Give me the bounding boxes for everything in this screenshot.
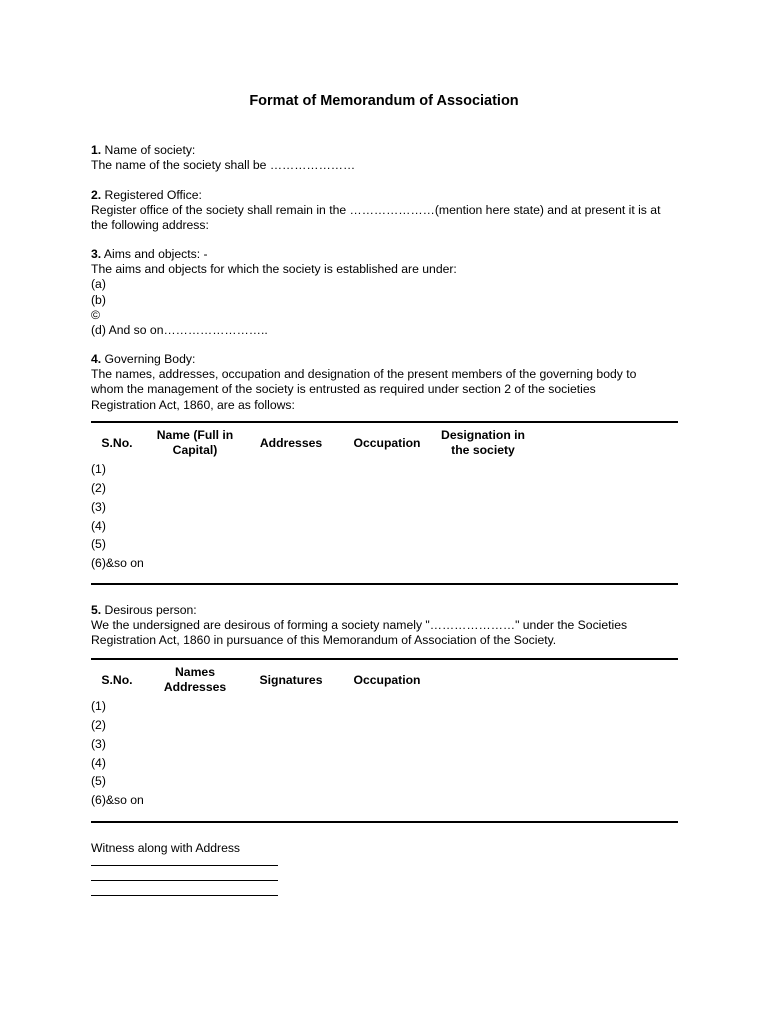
table-bottom-rule (91, 583, 678, 585)
table-row: (6)&so on (91, 556, 144, 570)
table-row: (1) (91, 699, 106, 713)
table-row: (3) (91, 737, 106, 751)
section-title: Registered Office: (101, 188, 202, 202)
section-number: 2. (91, 188, 102, 202)
section-text: the following address: (91, 218, 209, 233)
section-text: The names, addresses, occupation and designation of the present members of the governing body to (91, 367, 637, 382)
section-text: Registration Act, 1860 in pursuance of this Memorandum of Association of the Society. (91, 633, 557, 648)
section-text: The name of the society shall be ………………… (91, 158, 356, 173)
table-bottom-rule (91, 821, 678, 823)
section-heading (91, 143, 681, 158)
witness-signature-line (91, 880, 278, 881)
section-desirous-person (91, 603, 681, 649)
column-header-sno: S.No. (101, 436, 133, 450)
section-text: whom the management of the society is entrusted as required under section 2 of the societies (91, 382, 596, 397)
table-row: (2) (91, 718, 106, 732)
list-item: (a) (91, 277, 106, 292)
section-text: We the undersigned are desirous of forming a society namely "…………………" under the Societies (91, 618, 628, 633)
section-heading (91, 352, 681, 367)
section-text: The aims and objects for which the society is established are under: (91, 262, 457, 277)
witness-signature-line (91, 865, 278, 866)
table-top-rule (91, 658, 678, 660)
section-number: 3. (91, 247, 102, 261)
section-title: Aims and objects: - (101, 247, 208, 261)
section-number: 5. (91, 603, 102, 617)
column-header-designation (432, 428, 534, 458)
section-heading (91, 247, 681, 262)
section-number: 4. (91, 352, 102, 366)
column-header-occupation: Occupation (353, 436, 421, 450)
section-text: Registration Act, 1860, are as follows: (91, 397, 295, 412)
column-header-names-addresses (149, 665, 241, 695)
table-row: (5) (91, 774, 106, 788)
table-row: (4) (91, 519, 106, 533)
table-row: (5) (91, 537, 106, 551)
section-text: Register office of the society shall remain in the …………………(mention here state) and at present it is at (91, 203, 661, 218)
header-line: Name (Full in (156, 428, 234, 442)
section-title: Governing Body: (101, 352, 196, 366)
list-item: (d) And so on…………………….. (91, 323, 268, 338)
list-item: © (91, 307, 100, 322)
witness-signature-line (91, 895, 278, 896)
table-row: (3) (91, 500, 106, 514)
witness-label: Witness along with Address (91, 841, 241, 855)
table-row: (6)&so on (91, 793, 144, 807)
table-row: (1) (91, 462, 106, 476)
section-title: Desirous person: (101, 603, 197, 617)
column-header-occupation: Occupation (353, 673, 421, 687)
table-row: (4) (91, 756, 106, 770)
section-title: Name of society: (101, 143, 196, 157)
document-title: Format of Memorandum of Association (249, 93, 519, 109)
section-aims-and-objects (91, 247, 681, 338)
table-row: (2) (91, 481, 106, 495)
header-line: Designation in (441, 428, 525, 442)
column-header-name (149, 428, 241, 458)
section-heading (91, 188, 681, 203)
header-line: the society (451, 443, 515, 457)
column-header-sno: S.No. (101, 673, 133, 687)
list-item: (b) (91, 292, 106, 307)
table-top-rule (91, 421, 678, 423)
column-header-signatures: Signatures (259, 673, 323, 687)
section-governing-body (91, 352, 681, 413)
header-line: Addresses (163, 680, 227, 694)
header-line: Capital) (172, 443, 218, 457)
column-header-addresses: Addresses (259, 436, 323, 450)
section-name-of-society (91, 143, 681, 173)
section-number: 1. (91, 143, 102, 157)
header-line: Names (175, 665, 215, 679)
section-heading (91, 603, 681, 618)
section-registered-office (91, 188, 681, 234)
